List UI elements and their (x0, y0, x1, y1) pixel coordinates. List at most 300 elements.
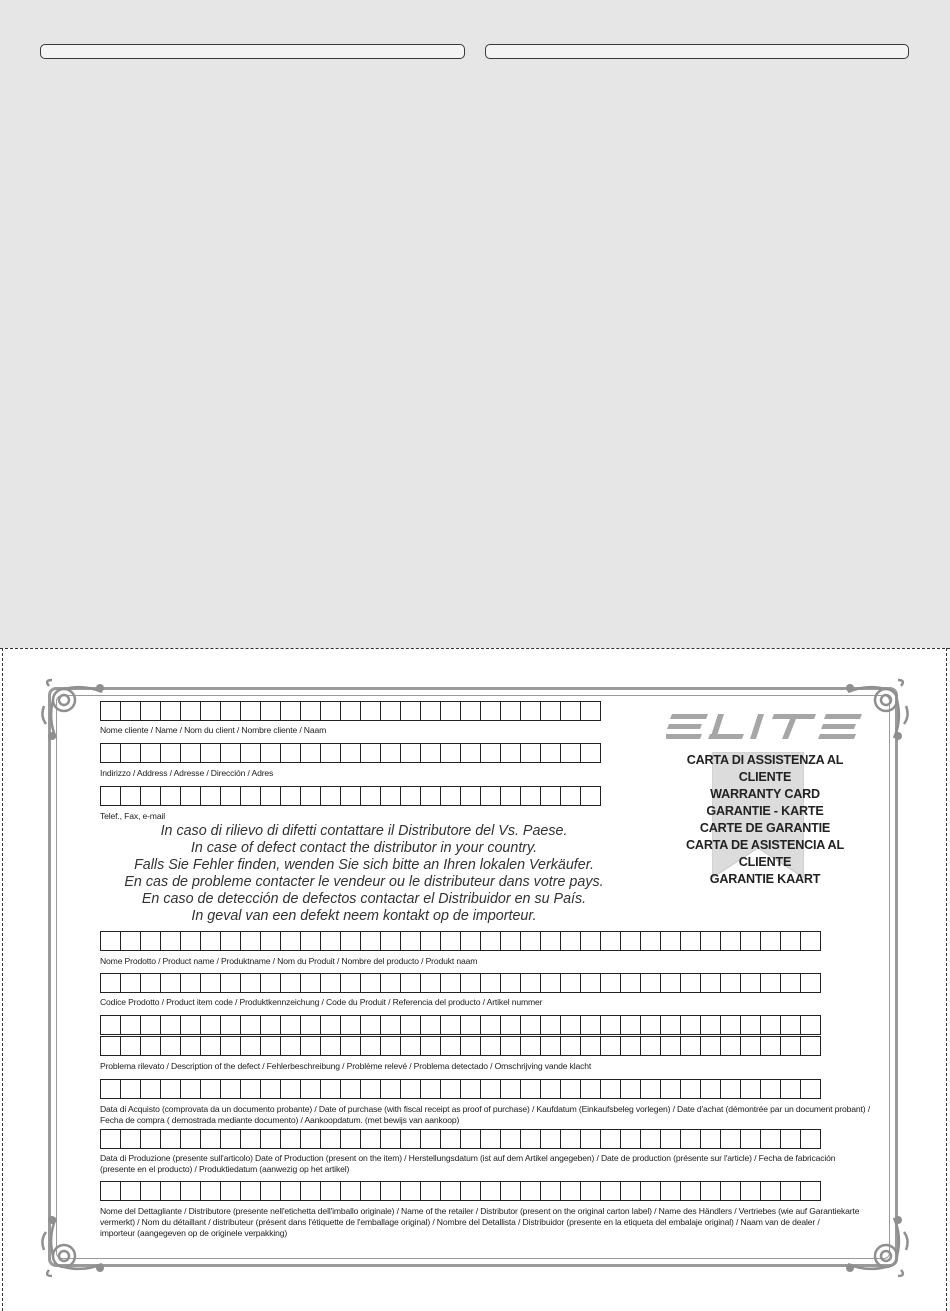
input-box[interactable] (640, 1015, 661, 1035)
input-box[interactable] (360, 701, 381, 721)
input-box[interactable] (200, 1129, 221, 1149)
input-box[interactable] (480, 1079, 501, 1099)
input-box[interactable] (260, 786, 281, 806)
input-box[interactable] (320, 743, 341, 763)
input-box[interactable] (620, 1079, 641, 1099)
input-box[interactable] (260, 1036, 281, 1056)
input-box[interactable] (720, 973, 741, 993)
retailer-boxes[interactable] (100, 1181, 821, 1201)
input-box[interactable] (280, 931, 301, 951)
input-box[interactable] (680, 1036, 701, 1056)
input-box[interactable] (140, 1036, 161, 1056)
input-box[interactable] (260, 931, 281, 951)
input-box[interactable] (720, 1036, 741, 1056)
input-box[interactable] (580, 973, 601, 993)
input-box[interactable] (180, 786, 201, 806)
input-box[interactable] (280, 701, 301, 721)
input-box[interactable] (300, 1036, 321, 1056)
input-box[interactable] (320, 701, 341, 721)
input-box[interactable] (620, 973, 641, 993)
input-box[interactable] (140, 1015, 161, 1035)
production-date-boxes[interactable] (100, 1129, 821, 1149)
input-box[interactable] (280, 743, 301, 763)
input-box[interactable] (200, 786, 221, 806)
input-box[interactable] (500, 1015, 521, 1035)
input-box[interactable] (200, 931, 221, 951)
input-box[interactable] (520, 1036, 541, 1056)
input-box[interactable] (500, 743, 521, 763)
input-box[interactable] (220, 1079, 241, 1099)
input-box[interactable] (540, 1015, 561, 1035)
input-box[interactable] (240, 1036, 261, 1056)
input-box[interactable] (440, 786, 461, 806)
input-box[interactable] (180, 931, 201, 951)
input-box[interactable] (700, 1036, 721, 1056)
input-box[interactable] (180, 701, 201, 721)
input-box[interactable] (100, 743, 121, 763)
input-box[interactable] (400, 1129, 421, 1149)
input-box[interactable] (460, 1015, 481, 1035)
input-box[interactable] (740, 1129, 761, 1149)
input-box[interactable] (740, 1015, 761, 1035)
input-box[interactable] (580, 1129, 601, 1149)
input-box[interactable] (380, 1015, 401, 1035)
input-box[interactable] (340, 1181, 361, 1201)
input-box[interactable] (560, 743, 581, 763)
input-box[interactable] (380, 1079, 401, 1099)
input-box[interactable] (520, 743, 541, 763)
input-box[interactable] (680, 1129, 701, 1149)
input-box[interactable] (360, 1181, 381, 1201)
input-box[interactable] (460, 743, 481, 763)
input-box[interactable] (580, 743, 601, 763)
input-box[interactable] (780, 973, 801, 993)
input-box[interactable] (260, 1181, 281, 1201)
input-box[interactable] (460, 701, 481, 721)
input-box[interactable] (460, 973, 481, 993)
input-box[interactable] (320, 1079, 341, 1099)
input-box[interactable] (680, 931, 701, 951)
input-box[interactable] (520, 1015, 541, 1035)
input-box[interactable] (120, 701, 141, 721)
input-box[interactable] (160, 1129, 181, 1149)
input-box[interactable] (240, 931, 261, 951)
input-box[interactable] (340, 701, 361, 721)
input-box[interactable] (700, 1181, 721, 1201)
input-box[interactable] (580, 931, 601, 951)
input-box[interactable] (700, 973, 721, 993)
input-box[interactable] (440, 1181, 461, 1201)
input-box[interactable] (300, 786, 321, 806)
input-box[interactable] (760, 1079, 781, 1099)
input-box[interactable] (440, 1129, 461, 1149)
input-box[interactable] (140, 1129, 161, 1149)
input-box[interactable] (180, 1181, 201, 1201)
input-box[interactable] (140, 786, 161, 806)
input-box[interactable] (280, 1015, 301, 1035)
input-box[interactable] (600, 1181, 621, 1201)
input-box[interactable] (340, 931, 361, 951)
input-box[interactable] (100, 1129, 121, 1149)
input-box[interactable] (260, 701, 281, 721)
input-box[interactable] (400, 973, 421, 993)
input-box[interactable] (680, 1079, 701, 1099)
input-box[interactable] (320, 1036, 341, 1056)
input-box[interactable] (480, 1015, 501, 1035)
input-box[interactable] (260, 1129, 281, 1149)
input-box[interactable] (120, 743, 141, 763)
input-box[interactable] (660, 1015, 681, 1035)
input-box[interactable] (540, 931, 561, 951)
input-box[interactable] (100, 973, 121, 993)
input-box[interactable] (360, 1129, 381, 1149)
input-box[interactable] (780, 1181, 801, 1201)
input-box[interactable] (300, 1181, 321, 1201)
input-box[interactable] (580, 1079, 601, 1099)
input-box[interactable] (280, 1129, 301, 1149)
input-box[interactable] (580, 1015, 601, 1035)
input-box[interactable] (760, 1036, 781, 1056)
input-box[interactable] (500, 973, 521, 993)
input-box[interactable] (360, 1015, 381, 1035)
input-box[interactable] (420, 973, 441, 993)
input-box[interactable] (520, 701, 541, 721)
input-box[interactable] (560, 1015, 581, 1035)
input-box[interactable] (260, 1015, 281, 1035)
input-box[interactable] (720, 1015, 741, 1035)
input-box[interactable] (240, 743, 261, 763)
input-box[interactable] (540, 1181, 561, 1201)
input-box[interactable] (420, 1079, 441, 1099)
input-box[interactable] (780, 1079, 801, 1099)
input-box[interactable] (400, 931, 421, 951)
input-box[interactable] (140, 701, 161, 721)
input-box[interactable] (540, 1036, 561, 1056)
input-box[interactable] (480, 701, 501, 721)
defect-boxes-1[interactable] (100, 1015, 821, 1035)
input-box[interactable] (480, 1129, 501, 1149)
input-box[interactable] (420, 1129, 441, 1149)
input-box[interactable] (720, 1079, 741, 1099)
input-box[interactable] (160, 1181, 181, 1201)
input-box[interactable] (140, 973, 161, 993)
input-box[interactable] (320, 931, 341, 951)
input-box[interactable] (500, 1129, 521, 1149)
input-box[interactable] (560, 973, 581, 993)
input-box[interactable] (620, 1181, 641, 1201)
input-box[interactable] (560, 701, 581, 721)
input-box[interactable] (340, 743, 361, 763)
input-box[interactable] (300, 1129, 321, 1149)
input-box[interactable] (620, 1036, 641, 1056)
input-box[interactable] (760, 931, 781, 951)
input-box[interactable] (540, 973, 561, 993)
input-box[interactable] (420, 786, 441, 806)
input-box[interactable] (540, 1079, 561, 1099)
purchase-date-boxes[interactable] (100, 1079, 821, 1099)
input-box[interactable] (540, 1129, 561, 1149)
input-box[interactable] (480, 1181, 501, 1201)
input-box[interactable] (380, 1036, 401, 1056)
input-box[interactable] (300, 743, 321, 763)
input-box[interactable] (580, 701, 601, 721)
input-box[interactable] (120, 1129, 141, 1149)
input-box[interactable] (180, 1036, 201, 1056)
input-box[interactable] (320, 1181, 341, 1201)
input-box[interactable] (340, 973, 361, 993)
input-box[interactable] (500, 1036, 521, 1056)
input-box[interactable] (120, 931, 141, 951)
input-box[interactable] (420, 1181, 441, 1201)
input-box[interactable] (320, 973, 341, 993)
input-box[interactable] (120, 973, 141, 993)
input-box[interactable] (660, 931, 681, 951)
input-box[interactable] (660, 1129, 681, 1149)
input-box[interactable] (160, 1079, 181, 1099)
input-box[interactable] (740, 1079, 761, 1099)
input-box[interactable] (800, 1036, 821, 1056)
input-box[interactable] (380, 1129, 401, 1149)
input-box[interactable] (220, 1015, 241, 1035)
input-box[interactable] (760, 973, 781, 993)
input-box[interactable] (160, 743, 181, 763)
input-box[interactable] (720, 931, 741, 951)
input-box[interactable] (620, 1129, 641, 1149)
input-box[interactable] (360, 743, 381, 763)
input-box[interactable] (340, 1036, 361, 1056)
input-box[interactable] (660, 1079, 681, 1099)
input-box[interactable] (500, 1181, 521, 1201)
input-box[interactable] (660, 1181, 681, 1201)
input-box[interactable] (220, 786, 241, 806)
input-box[interactable] (640, 931, 661, 951)
input-box[interactable] (340, 1129, 361, 1149)
input-box[interactable] (440, 1015, 461, 1035)
input-box[interactable] (180, 1079, 201, 1099)
input-box[interactable] (100, 1079, 121, 1099)
input-box[interactable] (260, 743, 281, 763)
input-box[interactable] (520, 1181, 541, 1201)
input-box[interactable] (160, 1036, 181, 1056)
input-box[interactable] (360, 973, 381, 993)
input-box[interactable] (800, 1079, 821, 1099)
input-box[interactable] (560, 1129, 581, 1149)
name-boxes[interactable] (100, 701, 601, 721)
input-box[interactable] (500, 931, 521, 951)
phone-boxes[interactable] (100, 786, 601, 806)
input-box[interactable] (360, 1079, 381, 1099)
input-box[interactable] (800, 1015, 821, 1035)
input-box[interactable] (200, 701, 221, 721)
input-box[interactable] (800, 973, 821, 993)
defect-boxes-2[interactable] (100, 1036, 821, 1056)
input-box[interactable] (340, 1015, 361, 1035)
input-box[interactable] (400, 1015, 421, 1035)
input-box[interactable] (640, 1036, 661, 1056)
input-box[interactable] (200, 1036, 221, 1056)
input-box[interactable] (780, 1129, 801, 1149)
input-box[interactable] (140, 1181, 161, 1201)
input-box[interactable] (460, 1079, 481, 1099)
input-box[interactable] (600, 1015, 621, 1035)
input-box[interactable] (420, 701, 441, 721)
input-box[interactable] (360, 931, 381, 951)
input-box[interactable] (700, 1079, 721, 1099)
input-box[interactable] (220, 743, 241, 763)
input-box[interactable] (300, 973, 321, 993)
input-box[interactable] (580, 786, 601, 806)
input-box[interactable] (540, 701, 561, 721)
input-box[interactable] (280, 1079, 301, 1099)
input-box[interactable] (380, 1181, 401, 1201)
input-box[interactable] (240, 701, 261, 721)
input-box[interactable] (800, 1181, 821, 1201)
input-box[interactable] (500, 1079, 521, 1099)
product-code-boxes[interactable] (100, 973, 821, 993)
input-box[interactable] (500, 701, 521, 721)
input-box[interactable] (160, 1015, 181, 1035)
input-box[interactable] (780, 1015, 801, 1035)
input-box[interactable] (480, 786, 501, 806)
input-box[interactable] (800, 1129, 821, 1149)
input-box[interactable] (380, 743, 401, 763)
input-box[interactable] (700, 1129, 721, 1149)
input-box[interactable] (440, 1036, 461, 1056)
input-box[interactable] (240, 1015, 261, 1035)
input-box[interactable] (740, 973, 761, 993)
input-box[interactable] (360, 786, 381, 806)
input-box[interactable] (120, 786, 141, 806)
input-box[interactable] (680, 1015, 701, 1035)
input-box[interactable] (800, 931, 821, 951)
input-box[interactable] (620, 931, 641, 951)
input-box[interactable] (160, 973, 181, 993)
input-box[interactable] (720, 1181, 741, 1201)
input-box[interactable] (160, 931, 181, 951)
input-box[interactable] (220, 1129, 241, 1149)
input-box[interactable] (220, 973, 241, 993)
input-box[interactable] (600, 1079, 621, 1099)
input-box[interactable] (100, 931, 121, 951)
input-box[interactable] (480, 743, 501, 763)
input-box[interactable] (400, 1036, 421, 1056)
input-box[interactable] (200, 1079, 221, 1099)
input-box[interactable] (240, 1181, 261, 1201)
input-box[interactable] (540, 743, 561, 763)
input-box[interactable] (100, 786, 121, 806)
input-box[interactable] (200, 973, 221, 993)
input-box[interactable] (140, 1079, 161, 1099)
input-box[interactable] (240, 786, 261, 806)
input-box[interactable] (240, 1079, 261, 1099)
input-box[interactable] (240, 1129, 261, 1149)
input-box[interactable] (460, 786, 481, 806)
input-box[interactable] (360, 1036, 381, 1056)
input-box[interactable] (280, 1036, 301, 1056)
input-box[interactable] (260, 973, 281, 993)
input-box[interactable] (640, 1181, 661, 1201)
input-box[interactable] (300, 701, 321, 721)
input-box[interactable] (180, 1015, 201, 1035)
input-box[interactable] (520, 931, 541, 951)
product-name-boxes[interactable] (100, 931, 821, 951)
input-box[interactable] (540, 786, 561, 806)
input-box[interactable] (120, 1181, 141, 1201)
input-box[interactable] (120, 1036, 141, 1056)
input-box[interactable] (560, 1079, 581, 1099)
input-box[interactable] (280, 973, 301, 993)
input-box[interactable] (720, 1129, 741, 1149)
input-box[interactable] (620, 1015, 641, 1035)
input-box[interactable] (460, 931, 481, 951)
input-box[interactable] (180, 1129, 201, 1149)
input-box[interactable] (400, 1181, 421, 1201)
input-box[interactable] (300, 1079, 321, 1099)
input-box[interactable] (340, 786, 361, 806)
input-box[interactable] (600, 1036, 621, 1056)
input-box[interactable] (460, 1181, 481, 1201)
input-box[interactable] (380, 701, 401, 721)
input-box[interactable] (780, 931, 801, 951)
input-box[interactable] (300, 931, 321, 951)
input-box[interactable] (200, 1181, 221, 1201)
input-box[interactable] (480, 1036, 501, 1056)
input-box[interactable] (520, 786, 541, 806)
input-box[interactable] (240, 973, 261, 993)
input-box[interactable] (480, 973, 501, 993)
input-box[interactable] (400, 701, 421, 721)
input-box[interactable] (760, 1015, 781, 1035)
input-box[interactable] (440, 1079, 461, 1099)
input-box[interactable] (440, 973, 461, 993)
input-box[interactable] (320, 1015, 341, 1035)
input-box[interactable] (420, 931, 441, 951)
address-boxes[interactable] (100, 743, 601, 763)
input-box[interactable] (120, 1079, 141, 1099)
input-box[interactable] (600, 931, 621, 951)
input-box[interactable] (760, 1181, 781, 1201)
input-box[interactable] (560, 1181, 581, 1201)
input-box[interactable] (660, 973, 681, 993)
input-box[interactable] (460, 1129, 481, 1149)
input-box[interactable] (440, 931, 461, 951)
input-box[interactable] (220, 701, 241, 721)
input-box[interactable] (600, 973, 621, 993)
input-box[interactable] (140, 931, 161, 951)
input-box[interactable] (320, 1129, 341, 1149)
input-box[interactable] (100, 1036, 121, 1056)
input-box[interactable] (760, 1129, 781, 1149)
input-box[interactable] (180, 743, 201, 763)
input-box[interactable] (420, 743, 441, 763)
input-box[interactable] (140, 743, 161, 763)
input-box[interactable] (400, 1079, 421, 1099)
input-box[interactable] (400, 743, 421, 763)
input-box[interactable] (580, 1181, 601, 1201)
input-box[interactable] (400, 786, 421, 806)
input-box[interactable] (340, 1079, 361, 1099)
input-box[interactable] (120, 1015, 141, 1035)
input-box[interactable] (200, 743, 221, 763)
input-box[interactable] (780, 1036, 801, 1056)
input-box[interactable] (700, 1015, 721, 1035)
input-box[interactable] (640, 1079, 661, 1099)
input-box[interactable] (180, 973, 201, 993)
input-box[interactable] (100, 1181, 121, 1201)
input-box[interactable] (380, 786, 401, 806)
input-box[interactable] (680, 1181, 701, 1201)
input-box[interactable] (220, 931, 241, 951)
